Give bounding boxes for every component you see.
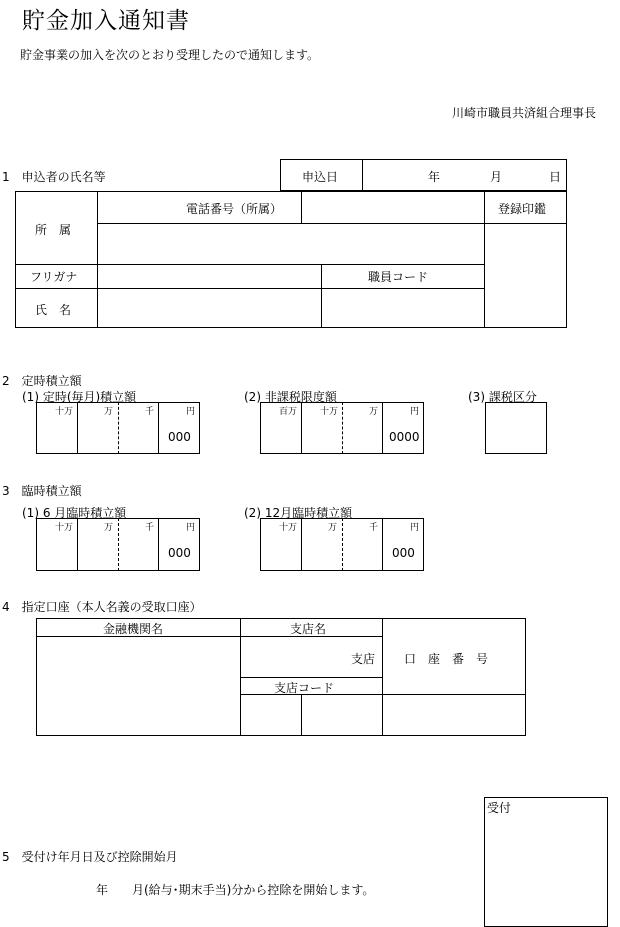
december-bonus-label: (2) 12月臨時積立額 <box>244 506 353 520</box>
tax-free-limit-label: (2) 非課税限度額 <box>244 390 337 404</box>
divider <box>158 402 159 454</box>
phone-label: 電話番号（所属） <box>186 202 283 216</box>
branch-name-label: 支店名 <box>290 622 327 636</box>
affiliation-label: 所 属 <box>35 223 72 237</box>
unit-label: 千 <box>145 523 155 533</box>
branch-suffix: 支店 <box>351 652 376 666</box>
bank-name-label: 金融機関名 <box>103 622 164 636</box>
divider <box>36 636 383 637</box>
divider <box>382 402 383 454</box>
unit-label: 万 <box>369 407 379 417</box>
divider <box>301 191 302 223</box>
reception-label: 受付 <box>487 801 512 815</box>
divider <box>36 618 37 736</box>
unit-label: 円 <box>410 407 420 417</box>
intro-text: 貯金事業の加入を次のとおり受理したので通知します。 <box>20 48 320 62</box>
issuer: 川崎市職員共済組合理事長 <box>452 106 597 120</box>
divider <box>240 677 383 678</box>
divider <box>15 288 485 289</box>
tax-category-box <box>485 402 547 454</box>
divider <box>342 402 343 454</box>
fixed-digits: 000 <box>168 546 191 560</box>
divider <box>36 735 526 736</box>
branch-code-label: 支店コード <box>274 681 335 695</box>
unit-label: 千 <box>145 407 155 417</box>
fixed-monthly-label: (1) 定時(毎月)積立額 <box>22 390 137 404</box>
divider <box>15 264 485 265</box>
divider <box>118 402 119 454</box>
document-title: 貯金加入通知書 <box>22 8 190 34</box>
divider <box>342 518 343 571</box>
divider <box>301 402 302 454</box>
divider <box>77 518 78 571</box>
name-label: 氏 名 <box>35 303 72 317</box>
unit-label: 十万 <box>55 407 74 417</box>
divider <box>36 618 526 619</box>
divider <box>77 402 78 454</box>
unit-label: 円 <box>186 523 196 533</box>
furigana-label: フリガナ <box>30 270 78 284</box>
divider <box>158 518 159 571</box>
day-label: 日 <box>549 170 562 184</box>
divider <box>301 694 302 736</box>
section4-heading: 4 指定口座（本人名義の受取口座） <box>2 600 202 614</box>
section5-heading: 5 受付け年月日及び控除開始月 <box>2 850 178 864</box>
seal-label: 登録印鑑 <box>498 202 547 216</box>
unit-label: 円 <box>410 523 420 533</box>
unit-label: 十万 <box>279 523 298 533</box>
divider <box>362 159 363 191</box>
section1-heading: 1 申込者の氏名等 <box>2 170 106 184</box>
reception-stamp-box <box>484 797 608 927</box>
account-number-label: 口 座 番 号 <box>404 652 489 666</box>
section3-heading: 3 臨時積立額 <box>2 484 82 498</box>
divider <box>321 264 322 328</box>
divider <box>240 618 241 736</box>
year-label: 年 <box>428 170 441 184</box>
fixed-digits: 0000 <box>389 430 420 444</box>
june-bonus-label: (1) 6 月臨時積立額 <box>22 506 127 520</box>
month-label: 月 <box>490 170 503 184</box>
unit-label: 千 <box>369 523 379 533</box>
unit-label: 万 <box>104 407 114 417</box>
unit-label: 万 <box>328 523 338 533</box>
unit-label: 百万 <box>279 407 298 417</box>
unit-label: 十万 <box>320 407 339 417</box>
section2-heading: 2 定時積立額 <box>2 374 82 388</box>
deduction-sentence: 年 月(給与･期末手当)分から控除を開始します。 <box>96 883 375 897</box>
unit-label: 円 <box>186 407 196 417</box>
tax-category-label: (3) 課税区分 <box>468 390 537 404</box>
divider <box>382 618 383 736</box>
divider <box>97 191 98 328</box>
unit-label: 十万 <box>55 523 74 533</box>
fixed-digits: 000 <box>168 430 191 444</box>
divider <box>301 518 302 571</box>
divider <box>382 518 383 571</box>
divider <box>484 191 485 328</box>
apply-date-label: 申込日 <box>302 170 339 184</box>
staff-code-label: 職員コード <box>368 270 429 284</box>
fixed-digits: 000 <box>392 546 415 560</box>
divider <box>97 223 567 224</box>
divider <box>118 518 119 571</box>
divider <box>525 618 526 736</box>
unit-label: 万 <box>104 523 114 533</box>
